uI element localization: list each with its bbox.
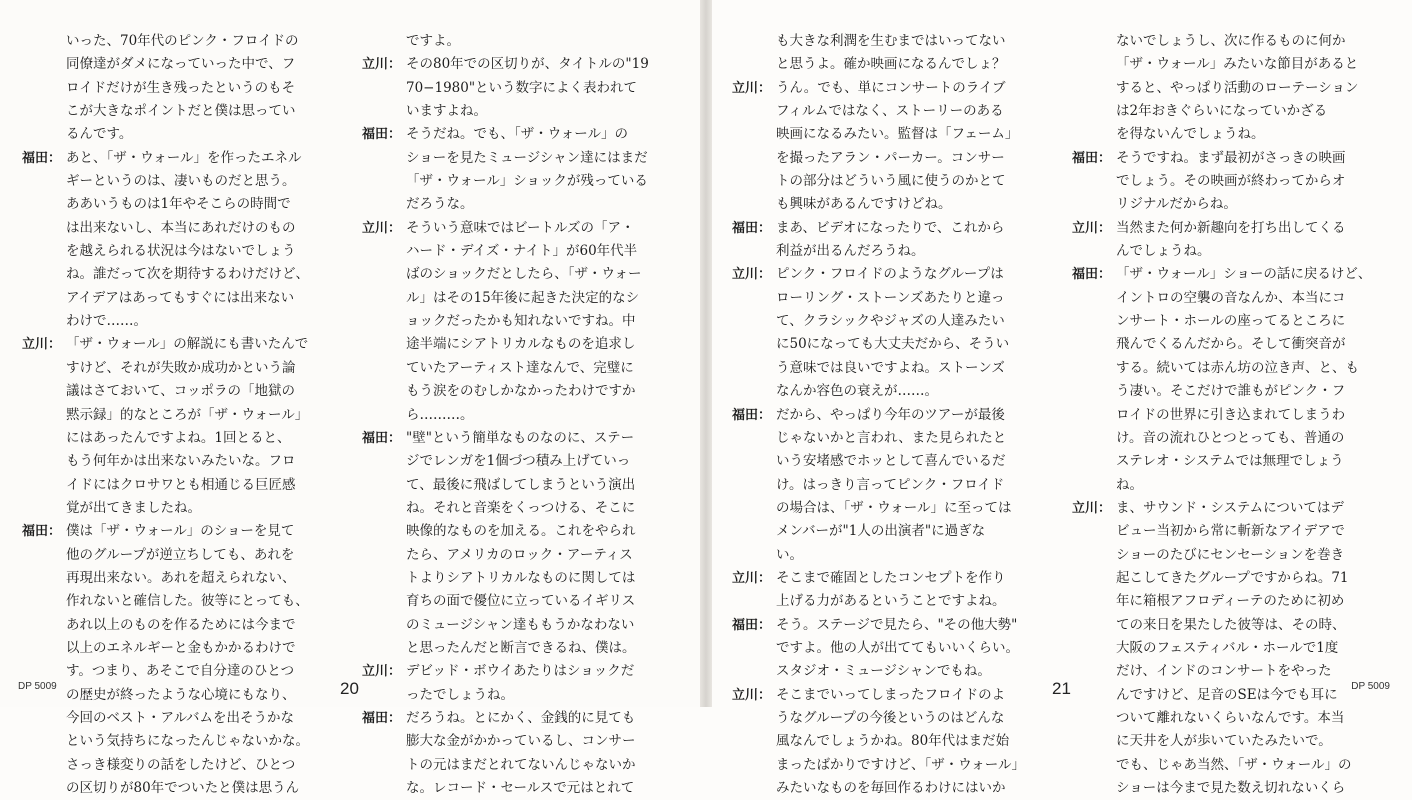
text-line: ピンク・フロイドのようなグループは [776,266,1004,283]
text-line: でも、じゃあ当然、「ザ・ウォール」の [1116,756,1352,773]
text-line: 風なんでしょうかね。80年代はまだ始 [776,733,1010,750]
dialogue-text [66,333,332,520]
text-line: を得ないんでしょうね。 [1116,126,1265,143]
text-line: て、クラシックやジャズの人達みたい [776,313,1005,330]
text-line: たら、アメリカのロック・アーティス [406,546,633,563]
text-line: もう何年かは出来ないみたいな。フロ [66,453,296,470]
dialogue-entry [732,567,1042,614]
speaker-label: 福田： [22,150,62,166]
page-number: 21 [1052,679,1071,698]
dialogue-text [776,77,1042,217]
text-line: さっき様変りの話をしたけど、ひとつ [66,756,296,773]
dialogue-entry [1072,147,1382,217]
text-line: ての来日を果たした彼等は、その時、 [1116,616,1346,633]
text-line: 以上のエネルギーと金もかかるわけで [66,639,296,656]
dialogue-text [1116,147,1382,217]
text-line: ローリング・ストーンズあたりと違っ [776,289,1005,306]
text-line: は出来ないし、本当にあれだけのもの [66,219,296,236]
speaker-label: 立川： [362,664,402,680]
text-line: いった、70年代のピンク・フロイドの [66,33,299,49]
left-page [0,0,700,796]
speaker-label: 福田： [362,430,402,446]
text-line: に50になっても大丈夫だから、そうい [776,336,1010,353]
text-line: ハード・デイズ・ナイト」が60年代半 [406,243,638,260]
text-line: ね。 [1116,476,1143,493]
text-line: け。音の流れひとつとっても、普通の [1116,429,1345,446]
text-line: そう。ステージで見たら、"その他大勢" [776,616,1018,633]
text-line: の歴史が終ったような心境にもなり、 [66,686,296,703]
text-line: にはあったんですよね。1回とると、 [66,429,291,446]
right-page-column-2 [1072,30,1382,800]
text-line: アイデアはあってもすぐには出来ない [66,289,295,306]
text-line: でしょう。その映画が終わってからオ [1116,173,1346,190]
text-line: は2年おきぐらいになっていかざる [1116,103,1328,120]
dialogue-entry [732,77,1042,217]
catalog-code: DP 5009 [1351,681,1390,692]
dialogue-text [776,217,1042,264]
dialogue-entry [1072,217,1382,264]
dialogue-text [66,520,332,800]
text-line: の場合は、「ザ・ウォール」に至っては [776,499,1012,516]
text-line: 70−1980"という数字によく表われて [406,79,638,96]
dialogue-text [406,707,672,800]
text-line: ああいうものは1年やそこらの時間で [66,196,291,213]
dialogue-entry [362,30,672,53]
text-line: 途半端にシアトリカルなものを追求し [406,336,636,353]
dialogue-entry [362,427,672,660]
text-line: イントロの空襲の音なんか、本当にコ [1116,289,1346,306]
dialogue-text [66,30,332,147]
text-line: 映像的なものを加える。これをやられ [406,523,636,540]
text-line: 利益が出るんだろうね。 [776,243,925,260]
text-line: ショーのたびにセンセーションを巻き [1116,546,1345,563]
dialogue-entry [362,217,672,427]
text-line: ジでレンガを1個づつ積み上げていっ [406,453,631,470]
dialogue-entry [732,404,1042,567]
text-line: う凄い。そこだけで誰もがピンク・フ [1116,383,1346,400]
text-line: すると、やっぱり活動のローテーション [1116,79,1359,96]
dialogue-text [406,123,672,216]
text-line: ショーは今まで見た数え切れないくら [1116,780,1346,796]
text-line: じゃないかと言われ、また見られたと [776,429,1007,446]
dialogue-text [1116,30,1382,147]
dialogue-entry [1072,263,1382,496]
text-line: 起こしてきたグループですからね。71 [1116,569,1349,586]
speaker-label: 立川： [732,80,772,96]
speaker-label: 福田： [362,127,402,143]
dialogue-text [406,660,672,707]
text-line: う意味では良いですよね。ストーンズ [776,359,1005,376]
text-line: のミュージシャン達ももうかなわない [406,616,635,633]
text-line: フィルムではなく、ストーリーのある [776,103,1004,120]
text-line: も大きな利潤を生むまではいってない [776,33,1006,49]
text-line: まあ、ビデオになったりで、これから [776,219,1005,236]
speaker-label: 立川： [362,57,402,73]
speaker-label: 立川： [1072,220,1112,236]
right-page-column-1 [732,30,1042,800]
dialogue-entry [22,147,332,334]
text-line: ていたアーティスト達なんで、完璧に [406,359,634,376]
text-line: に天井を人が歩いていたみたいで。 [1116,733,1332,750]
text-line: 作れないと確信した。彼等にとっても、 [66,593,309,610]
text-line: トの元はまだとれてないんじゃないか [406,756,636,773]
text-line: 膨大な金がかかっているし、コンサー [406,733,636,750]
left-page-column-1 [22,30,332,800]
text-line: るんです。 [66,126,133,143]
text-line: と思ったんだと断言できるね、僕は。 [406,639,636,656]
text-line: ばのショックだとしたら、「ザ・ウォー [406,266,642,283]
text-line: スタジオ・ミュージシャンでもね。 [776,663,991,680]
dialogue-entry [732,263,1042,403]
text-line: もう涙をのむしかなかったわけですか [406,383,636,400]
text-line: なんか容色の衰えが……。 [776,383,938,400]
text-line: そうですね。まず最初がさっきの映画 [1116,149,1346,166]
text-line: そこまで確固としたコンセプトを作り [776,569,1006,586]
catalog-code: DP 5009 [18,681,57,692]
text-line: ですよ。他の人が出ててもいいくらい。 [776,639,1019,656]
text-line: そこまでいってしまったフロイドのよ [776,686,1006,703]
text-line: を越えられる状況は今はないでしょう [66,243,296,260]
text-line: ショーを見たミュージシャン達にはまだ [406,149,648,166]
text-line: す。つまり、あそこで自分達のひとつ [66,663,295,680]
text-line: ったでしょうね。 [406,686,514,703]
text-line: トよりシアトリカルなものに関しては [406,569,636,586]
text-line: 他のグループが逆立ちしても、あれを [66,546,295,563]
text-line: 年に箱根アフロディーテのために初め [1116,593,1345,610]
dialogue-text [776,263,1042,403]
dialogue-text [776,684,1042,800]
text-line: だけ、インドのコンサートをやった [1116,663,1332,680]
text-line: と思うよ。確か映画になるんでしょ？ [776,56,1006,73]
text-line: いう安堵感でホッとして喜んでいるだ [776,453,1006,470]
text-line: 議はさておいて、コッポラの「地獄の [66,383,295,400]
text-line: わけで……。 [66,313,147,330]
text-line: "壁"という簡単なものなのに、ステー [406,429,635,446]
dialogue-text [1116,217,1382,264]
book-gutter [700,0,712,707]
text-line: そういう意味ではビートルズの「ア・ [406,219,635,236]
text-line: ですよ。 [406,33,460,49]
text-line: 僕は「ザ・ウォール」のショーを見て [66,523,295,540]
text-line: も興味があるんですけどね。 [776,196,952,213]
dialogue-text [406,30,672,53]
speaker-label: 立川： [362,220,402,236]
dialogue-text [776,567,1042,614]
dialogue-entry [362,53,672,123]
text-line: んでしょうね。 [1116,243,1211,260]
dialogue-text [1116,263,1382,496]
dialogue-text [406,217,672,427]
dialogue-entry [22,333,332,520]
dialogue-text [776,614,1042,684]
text-line: ロイドの世界に引き込まれてしまうわ [1116,406,1346,423]
text-line: て、最後に飛ばしてしまうという演出 [406,476,636,493]
text-line: だろうね。とにかく、金銭的に見ても [406,709,636,726]
text-line: ロイドだけが生き残ったというのもそ [66,79,296,96]
dialogue-entry [1072,30,1382,147]
text-line: 「ザ・ウォール」ショーの話に戻るけど、 [1116,266,1372,283]
right-page [712,0,1412,796]
text-line: け。はっきり言ってピンク・フロイド [776,476,1005,493]
text-line: ョックだったかも知れないですね。中 [406,313,636,330]
dialogue-entry [362,123,672,216]
text-line: 覚が出てきましたね。 [66,499,201,516]
speaker-label: 立川： [732,267,772,283]
text-line: こが大きなポイントだと僕は思ってい [66,103,296,120]
text-line: イドにはクロサワとも相通じる巨匠感 [66,476,296,493]
text-line: ついて離れないくらいなんです。本当 [1116,709,1345,726]
text-line: 「ザ・ウォール」ショックが残っている [406,173,648,190]
text-line: 映画になるみたい。監督は「フェーム」 [776,126,1019,143]
text-line: みたいなものを毎回作るわけにはいか [776,780,1006,796]
text-line: 「ザ・ウォール」みたいな節目があると [1116,56,1359,73]
dialogue-entry [22,30,332,147]
speaker-label: 立川： [732,687,772,703]
dialogue-entry [732,684,1042,800]
text-line: い。 [776,546,803,563]
dialogue-text [1116,497,1382,800]
text-line: うん。でも、単にコンサートのライブ [776,79,1006,96]
text-line: 大阪のフェスティバル・ホールで1度 [1116,639,1339,656]
text-line: まったばかりですけど、「ザ・ウォール」 [776,756,1025,773]
text-line: いますよね。 [406,103,487,120]
text-line: あと、「ザ・ウォール」を作ったエネル [66,149,302,166]
text-line: だろうな。 [406,196,474,213]
text-line: あれ以上のものを作るためには今まで [66,616,296,633]
text-line: する。続いては赤ん坊の泣き声、と、も [1116,359,1359,376]
text-line: ビュー当初から常に斬新なアイデアで [1116,523,1345,540]
text-line: 「ザ・ウォール」の解説にも書いたんで [66,336,309,353]
text-line: ら………。 [406,406,474,423]
text-line: すけど、それが失敗か成功かという論 [66,359,296,376]
dialogue-entry [732,217,1042,264]
speaker-label: 福田： [732,407,772,423]
text-line: ないでしょうし、次に作るものに何か [1116,33,1346,49]
text-line: メンバーが"1人の出演者"に過ぎな [776,523,986,540]
text-line: その80年での区切りが、タイトルの"19 [406,56,649,73]
left-page-column-2 [362,30,672,800]
text-line: ね。それと音楽をくっつける、そこに [406,499,636,516]
text-line: を撮ったアラン・パーカー。コンサー [776,149,1005,166]
dialogue-entry [732,614,1042,684]
speaker-label: 福田： [1072,150,1112,166]
dialogue-entry [362,707,672,800]
text-line: リジナルだからね。 [1116,196,1237,213]
text-line: 育ちの面で優位に立っているイギリス [406,593,636,610]
text-line: 当然また何か新趣向を打ち出してくる [1116,219,1346,236]
speaker-label: 福田： [1072,267,1112,283]
dialogue-text [776,404,1042,567]
text-line: 飛んでくるんだから。そして衝突音が [1116,336,1346,353]
text-line: ね。誰だって次を期待するわけだけど、 [66,266,309,283]
text-line: ま、サウンド・システムについてはデ [1116,499,1344,516]
dialogue-entry [732,30,1042,77]
text-line: ンサート・ホールの座ってるところに [1116,313,1346,330]
text-line: ステレオ・システムでは無理でしょう [1116,453,1344,470]
speaker-label: 立川： [732,570,772,586]
dialogue-text [406,427,672,660]
dialogue-text [776,30,1042,77]
text-line: うなグループの今後というのはどんな [776,709,1005,726]
dialogue-text [406,53,672,123]
text-line: 再現出来ない。あれを超えられない、 [66,569,296,586]
page-number: 20 [340,679,359,698]
text-line: 今回のベスト・アルバムを出そうかな [66,709,295,726]
speaker-label: 立川： [1072,500,1112,516]
speaker-label: 福田： [732,220,772,236]
text-line: 上げる力があるということですよね。 [776,593,1006,610]
dialogue-text [66,147,332,334]
text-line: んですけど、足音のSEは今でも耳に [1116,686,1338,703]
text-line: そうだね。でも、「ザ・ウォール」の [406,126,628,143]
dialogue-entry [362,660,672,707]
speaker-label: 福田： [362,710,402,726]
dialogue-entry [1072,497,1382,800]
speaker-label: 立川： [22,337,62,353]
text-line: ギーというのは、凄いものだと思う。 [66,173,296,190]
text-line: トの部分はどういう風に使うのかとて [776,173,1006,190]
text-line: という気持ちになったんじゃないかな。 [66,733,309,750]
speaker-label: 福田： [732,617,772,633]
text-line: ル」はその15年後に起きた決定的なシ [406,289,640,306]
text-line: デビッド・ボウイあたりはショックだ [406,663,635,680]
text-line: な。レコード・セールスで元はとれて [406,780,635,796]
text-line: だから、やっぱり今年のツアーが最後 [776,406,1005,423]
speaker-label: 福田： [22,524,62,540]
text-line: 黙示録」的なところが「ザ・ウォール」 [66,406,309,423]
dialogue-entry [22,520,332,800]
text-line: の区切りが80年でついたと僕は思うん [66,780,300,796]
text-line: 同僚達がダメになっていった中で、フ [66,56,296,73]
